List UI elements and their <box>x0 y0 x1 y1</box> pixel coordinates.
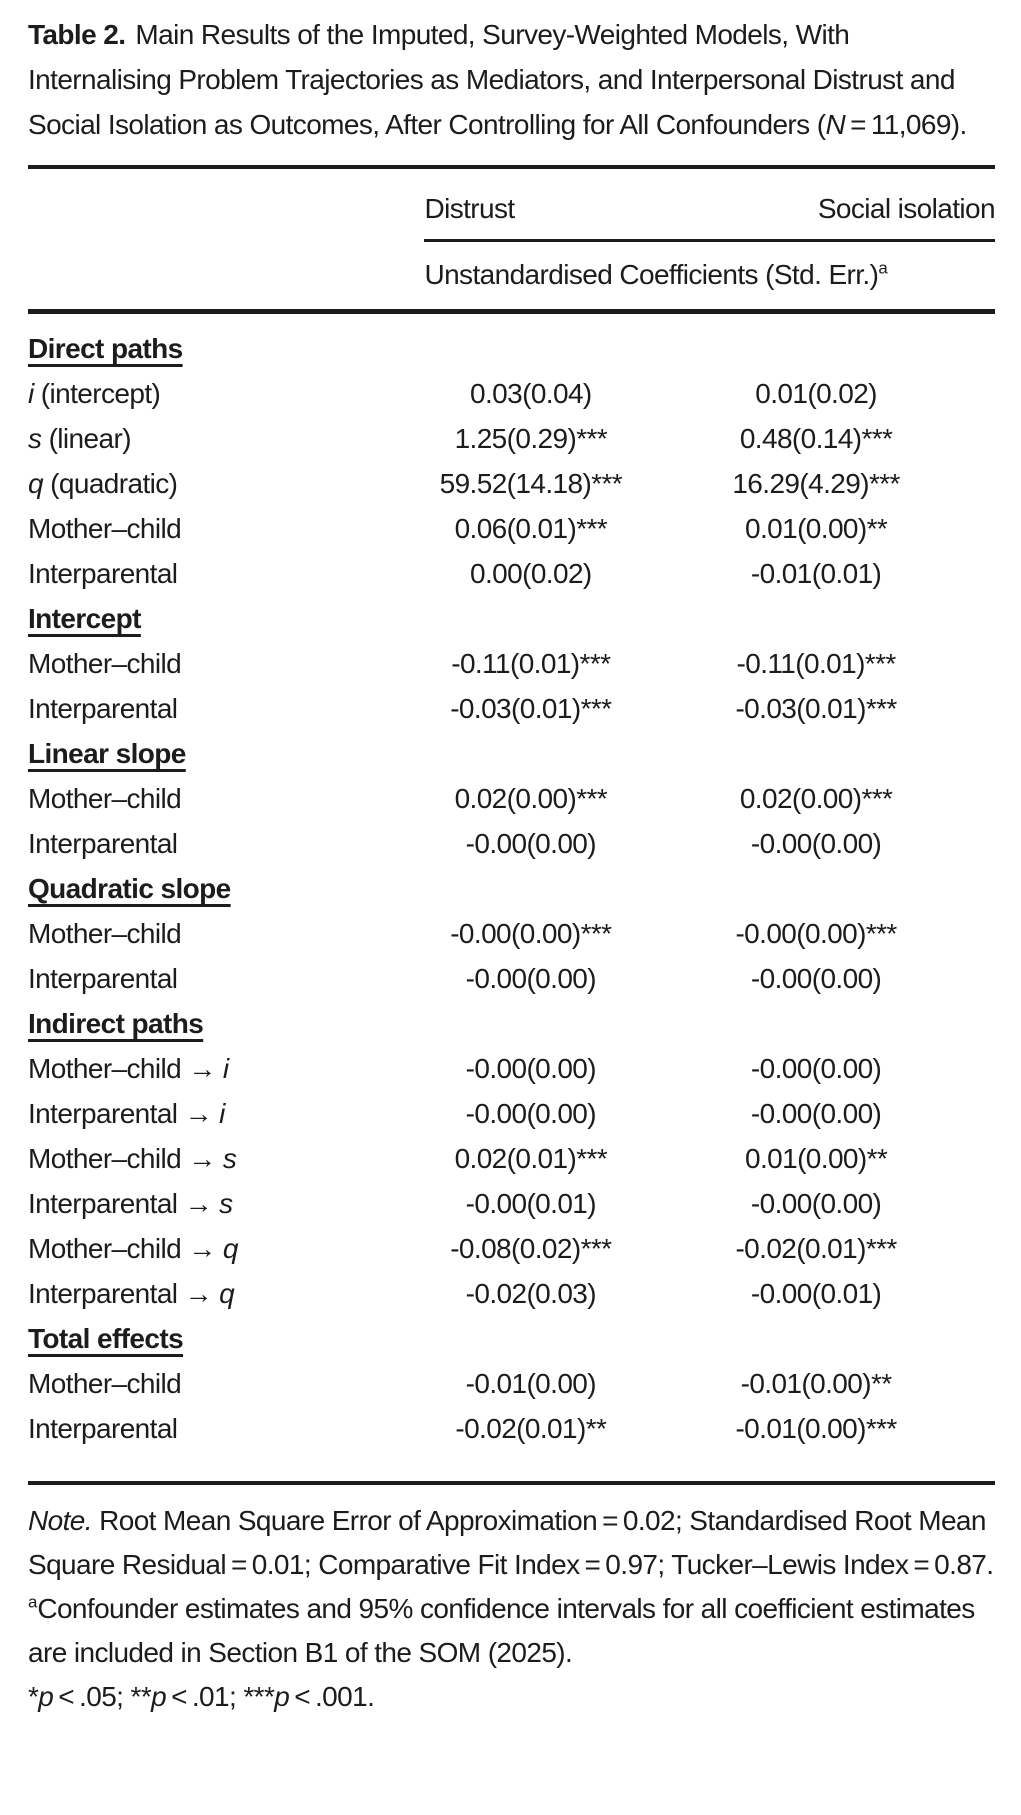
row-label-symbol: i <box>222 1052 229 1084</box>
distrust-value: -0.01(0.00) <box>465 1367 597 1399</box>
table-row <box>28 821 995 866</box>
section-header-row <box>28 731 995 776</box>
row-label: s (linear) <box>28 422 131 454</box>
row-label-symbol: q <box>222 1232 238 1264</box>
section-header-row <box>28 326 995 371</box>
row-label-symbol: i <box>28 377 34 409</box>
spanner-rule <box>424 239 995 242</box>
table-row <box>28 1271 995 1316</box>
distrust-value: 0.02(0.00)*** <box>454 782 608 814</box>
distrust-value: -0.00(0.00) <box>465 827 597 859</box>
table-row <box>28 416 995 461</box>
row-label: Mother–child <box>28 917 182 949</box>
title-n-symbol: N <box>825 109 846 140</box>
table-row <box>28 506 995 551</box>
row-label: Mother–child → s <box>28 1142 237 1174</box>
row-label: Mother–child <box>28 512 182 544</box>
col-header-distrust: Distrust <box>424 193 515 224</box>
row-label: i (intercept) <box>28 377 161 409</box>
social-isolation-value: -0.00(0.01) <box>750 1277 882 1309</box>
table-row <box>28 1226 995 1271</box>
distrust-value: -0.02(0.03) <box>465 1277 597 1309</box>
table-row <box>28 1136 995 1181</box>
social-isolation-value: 0.01(0.00)** <box>744 1142 888 1174</box>
social-isolation-value: 0.48(0.14)*** <box>739 422 893 454</box>
social-isolation-value: -0.00(0.00) <box>750 1187 882 1219</box>
row-label: Mother–child → q <box>28 1232 238 1264</box>
social-isolation-value: -0.01(0.00)*** <box>735 1412 897 1444</box>
table-row <box>28 1406 995 1451</box>
row-label: Interparental → i <box>28 1097 225 1129</box>
distrust-value: -0.00(0.00) <box>465 1097 597 1129</box>
section-label: Direct paths <box>28 332 183 364</box>
section-label: Quadratic slope <box>28 872 231 904</box>
table-row <box>28 641 995 686</box>
table-title-text-end: = 11,069). <box>845 109 967 140</box>
social-isolation-value: 0.02(0.00)*** <box>739 782 893 814</box>
row-label: Interparental → q <box>28 1277 235 1309</box>
distrust-value: 59.52(14.18)*** <box>439 467 623 499</box>
social-isolation-value: -0.02(0.01)*** <box>735 1232 897 1264</box>
row-label: Mother–child <box>28 647 182 679</box>
row-label: Mother–child <box>28 782 182 814</box>
table-row <box>28 1361 995 1406</box>
row-label-symbol: s <box>219 1187 233 1219</box>
section-header-row <box>28 1001 995 1046</box>
table-title-text: Main Results of the Imputed, Survey-Weighted Models, With Internalising Problem Trajectories as Mediators, and Interpersonal Distrust and Social Isolation as Outcomes, After Controlling for All Confounders ( <box>28 19 955 140</box>
distrust-value: -0.00(0.00)*** <box>450 917 612 949</box>
row-label: Mother–child → i <box>28 1052 229 1084</box>
social-isolation-value: -0.00(0.00)*** <box>735 917 897 949</box>
distrust-value: 1.25(0.29)*** <box>454 422 608 454</box>
table-row <box>28 551 995 596</box>
subheader-row <box>28 242 995 309</box>
table-row <box>28 776 995 821</box>
distrust-value: -0.02(0.01)** <box>455 1412 607 1444</box>
row-label-symbol: s <box>28 422 42 454</box>
table-row <box>28 371 995 416</box>
table-number: Table 2. <box>28 19 126 50</box>
row-label: q (quadratic) <box>28 467 178 499</box>
footnote: $^a$Confounder estimates and 95% confidence intervals for all coefficient estimates are included in Section B1 of the SOM (2025). <box>28 1592 975 1668</box>
distrust-value: 0.02(0.01)*** <box>454 1142 608 1174</box>
social-isolation-value: -0.01(0.01) <box>750 557 882 589</box>
column-header-row <box>28 169 995 239</box>
table-title <box>28 12 995 147</box>
social-isolation-value: 16.29(4.29)*** <box>732 467 900 499</box>
row-label: Interparental → s <box>28 1187 233 1219</box>
row-label-symbol: s <box>222 1142 237 1174</box>
section-header-row <box>28 1316 995 1361</box>
social-isolation-value: -0.00(0.00) <box>750 962 882 994</box>
bottom-rule <box>28 1481 995 1485</box>
footnote: *p < .05; **p < .01; ***p < .001. <box>28 1681 375 1712</box>
social-isolation-value: -0.00(0.00) <box>750 1052 882 1084</box>
social-isolation-value: -0.11(0.01)*** <box>736 647 896 679</box>
social-isolation-value: 0.01(0.02) <box>755 377 877 409</box>
table-row <box>28 1091 995 1136</box>
footnote: Note. Root Mean Square Error of Approximation = 0.02; Standardised Root Mean Square Residual = 0.01; Comparative Fit Index = 0.97; Tucker–Lewis Index = 0.87. <box>28 1505 994 1580</box>
table-body <box>28 314 995 1465</box>
row-label: Interparental <box>28 962 178 994</box>
section-label: Intercept <box>28 602 141 634</box>
section-header-row <box>28 596 995 641</box>
distrust-value: -0.03(0.01)*** <box>450 692 612 724</box>
section-label: Linear slope <box>28 737 186 769</box>
social-isolation-value: -0.00(0.00) <box>750 827 882 859</box>
social-isolation-value: 0.01(0.00)** <box>744 512 888 544</box>
distrust-value: 0.06(0.01)*** <box>454 512 608 544</box>
section-label: Indirect paths <box>28 1007 204 1039</box>
distrust-value: -0.00(0.00) <box>465 1052 597 1084</box>
distrust-value: -0.00(0.00) <box>465 962 597 994</box>
section-label: Total effects <box>28 1322 184 1354</box>
footnote-marker-a: a <box>878 258 888 278</box>
row-label-symbol: q <box>219 1277 235 1309</box>
row-label: Interparental <box>28 827 178 859</box>
row-label: Mother–child <box>28 1367 182 1399</box>
col-header-social-isolation: Social isolation <box>817 193 995 224</box>
table-row <box>28 686 995 731</box>
row-label-symbol: i <box>219 1097 225 1129</box>
table-row <box>28 956 995 1001</box>
row-label: Interparental <box>28 557 178 589</box>
table-row <box>28 461 995 506</box>
row-label: Interparental <box>28 1412 178 1444</box>
table-row <box>28 911 995 956</box>
distrust-value: -0.00(0.01) <box>465 1187 597 1219</box>
social-isolation-value: -0.01(0.00)** <box>740 1367 892 1399</box>
distrust-value: -0.08(0.02)*** <box>450 1232 612 1264</box>
table-footnotes <box>28 1499 995 1719</box>
col-subheader-coefficients: Unstandardised Coefficients (Std. Err.)$^a$ <box>424 258 888 290</box>
distrust-value: 0.03(0.04) <box>470 377 592 409</box>
distrust-value: 0.00(0.02) <box>470 557 592 589</box>
distrust-value: -0.11(0.01)*** <box>451 647 611 679</box>
social-isolation-value: -0.03(0.01)*** <box>735 692 897 724</box>
row-label: Interparental <box>28 692 178 724</box>
section-header-row <box>28 866 995 911</box>
social-isolation-value: -0.00(0.00) <box>750 1097 882 1129</box>
table-row <box>28 1046 995 1091</box>
table-row <box>28 1181 995 1226</box>
row-label-symbol: q <box>28 467 43 499</box>
